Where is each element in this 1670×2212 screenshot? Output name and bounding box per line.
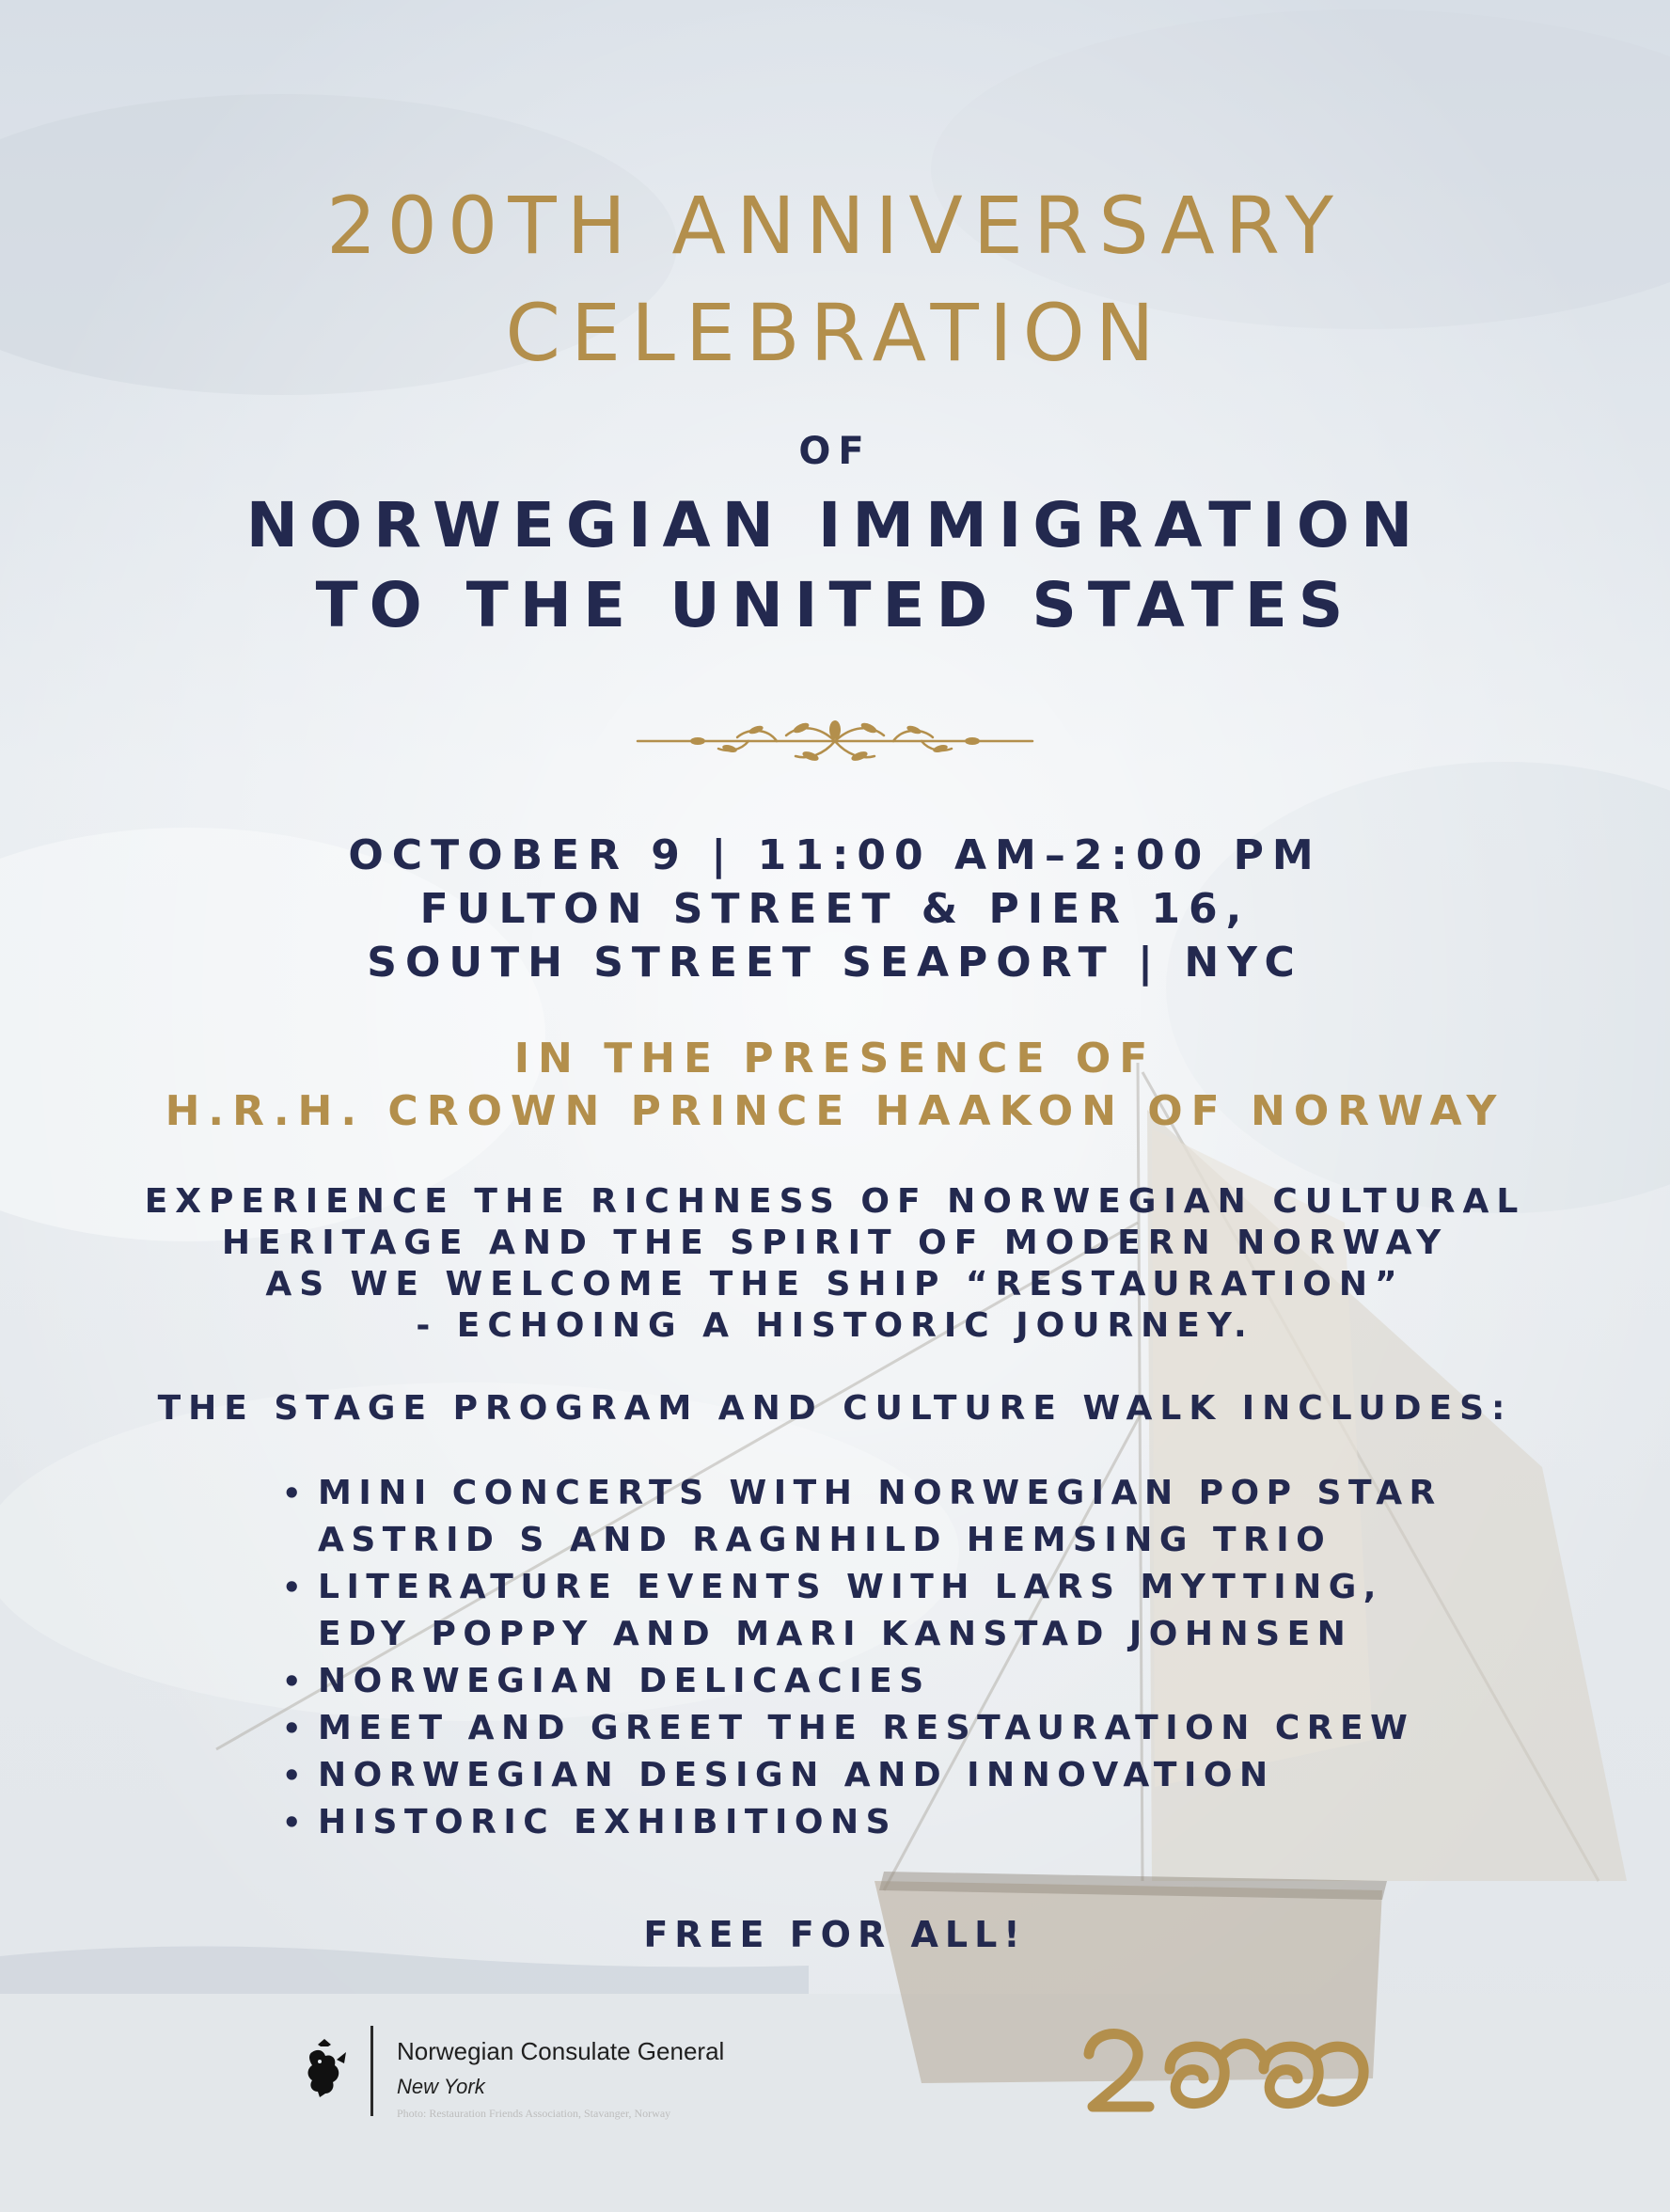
program-heading: THE STAGE PROGRAM AND CULTURE WALK INCLUDES: bbox=[157, 1389, 1513, 1428]
bullet: • bbox=[282, 1664, 308, 1699]
list-item bbox=[282, 1756, 1275, 1794]
footer-divider bbox=[370, 2026, 373, 2116]
event-date-time: OCTOBER 9 | 11:00 AM–2:00 PM bbox=[348, 831, 1322, 879]
list-item bbox=[282, 1662, 931, 1700]
list-item-text: LITERATURE EVENTS WITH LARS MYTTING, bbox=[318, 1568, 1383, 1606]
description-line-3: AS WE WELCOME THE SHIP “RESTAURATION” bbox=[265, 1265, 1405, 1304]
event-location-line-1: FULTON STREET & PIER 16, bbox=[419, 885, 1251, 933]
event-location-line-2: SOUTH STREET SEAPORT | NYC bbox=[367, 939, 1303, 987]
200-anniversary-logo-icon bbox=[1079, 2020, 1375, 2118]
description-line-2: HERITAGE AND THE SPIRIT OF MODERN NORWAY bbox=[221, 1224, 1449, 1262]
subtitle-of: OF bbox=[798, 430, 872, 473]
photo-credit: Photo: Restauration Friends Association, Stavanger, Norway bbox=[397, 2107, 671, 2120]
title-line-2: CELEBRATION bbox=[505, 287, 1165, 379]
bullet: • bbox=[282, 1758, 308, 1793]
bullet: • bbox=[282, 1476, 308, 1511]
presence-line-2: H.R.H. CROWN PRINCE HAAKON OF NORWAY bbox=[165, 1087, 1505, 1135]
list-item bbox=[282, 1474, 1442, 1512]
bullet: • bbox=[282, 1570, 308, 1605]
subtitle-line-1: NORWEGIAN IMMIGRATION bbox=[245, 489, 1425, 561]
description-line-1: EXPERIENCE THE RICHNESS OF NORWEGIAN CULTURAL bbox=[144, 1182, 1526, 1221]
list-item-text: HISTORIC EXHIBITIONS bbox=[318, 1803, 897, 1841]
list-item-continuation bbox=[282, 1615, 1353, 1653]
list-item bbox=[282, 1709, 1415, 1747]
norwegian-lion-coat-of-arms-icon bbox=[299, 2035, 350, 2099]
bullet: • bbox=[282, 1711, 308, 1746]
list-item-text: EDY POPPY AND MARI KANSTAD JOHNSEN bbox=[318, 1615, 1353, 1653]
title-line-1: 200TH ANNIVERSARY bbox=[326, 180, 1344, 272]
bullet: • bbox=[282, 1805, 308, 1841]
consulate-name: Norwegian Consulate General bbox=[397, 2037, 725, 2065]
list-item-continuation bbox=[282, 1521, 1332, 1559]
list-item-text: MEET AND GREET THE RESTAURATION CREW bbox=[318, 1709, 1415, 1747]
presence-line-1: IN THE PRESENCE OF bbox=[513, 1035, 1157, 1082]
description-line-4: - ECHOING A HISTORIC JOURNEY. bbox=[416, 1306, 1254, 1345]
ornamental-divider-icon bbox=[636, 717, 1034, 773]
list-item bbox=[282, 1568, 1383, 1606]
subtitle-line-2: TO THE UNITED STATES bbox=[315, 569, 1355, 641]
free-for-all-text: FREE FOR ALL! bbox=[643, 1914, 1027, 1955]
list-item-text: NORWEGIAN DELICACIES bbox=[318, 1662, 931, 1700]
consulate-city: New York bbox=[397, 2075, 485, 2098]
list-item-text: MINI CONCERTS WITH NORWEGIAN POP STAR bbox=[318, 1474, 1442, 1512]
list-item bbox=[282, 1803, 897, 1841]
list-item-text: ASTRID S AND RAGNHILD HEMSING TRIO bbox=[318, 1521, 1332, 1559]
list-item-text: NORWEGIAN DESIGN AND INNOVATION bbox=[318, 1756, 1275, 1794]
